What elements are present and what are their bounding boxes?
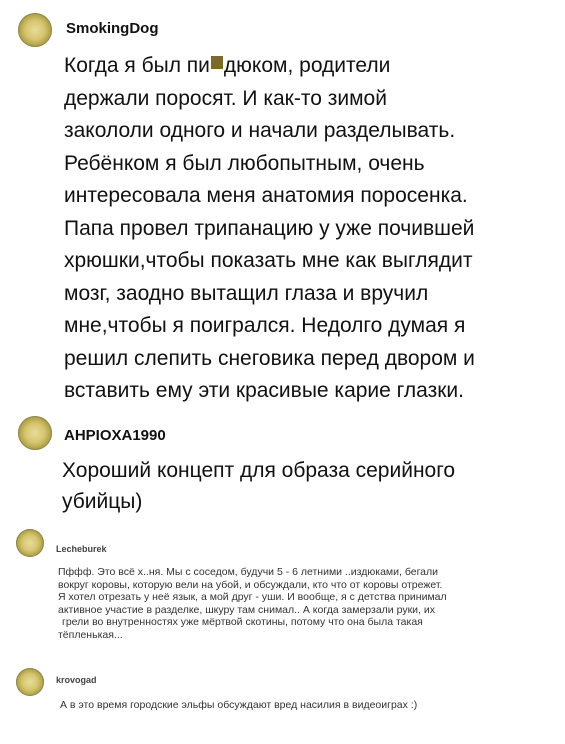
comment-author[interactable]: AHPIOXA1990: [64, 427, 166, 444]
comment-line: вставить ему эти красивые карие глазки.: [64, 379, 464, 402]
comment-line: Ребёнком я был любопытным, очень: [64, 151, 425, 175]
avatar-icon[interactable]: [16, 668, 44, 696]
comment-line: мне,чтобы я поигрался. Недолго думая я: [64, 314, 466, 337]
comment-line: хрюшки,чтобы показать мне как выглядит: [64, 249, 473, 272]
comment-line: вокруг коровы, которую вели на убой, и обсуждали, кто что от коровы отрежет.: [58, 578, 443, 591]
avatar-icon[interactable]: [18, 13, 52, 47]
comment-line: А в это время городские эльфы обсуждают вред насилия в видеоиграх :): [60, 699, 418, 711]
comment-author[interactable]: SmokingDog: [66, 20, 159, 37]
comment-line: Пффф. Это всё х..ня. Мы с соседом, будучи 5 - 6 летними ..издюками, бегали: [58, 566, 438, 578]
comment-author[interactable]: krovogad: [56, 675, 97, 685]
comment-line: убийцы): [62, 490, 143, 513]
comment-body: [64, 50, 554, 408]
comment-line: мозг, заодно вытащил глаза и вручил: [64, 281, 429, 305]
comment-line: Когда я был пи дюком, родители: [64, 54, 391, 77]
comment-line: решил слепить снеговика перед двором и: [64, 346, 475, 370]
comment-line: Хороший концепт для образа серийного: [62, 459, 456, 482]
comment-body: [58, 566, 558, 642]
comment-line: держали поросят. И как-то зимой: [64, 86, 387, 110]
comment-line: Папа провел трипанацию у уже почившей: [64, 216, 475, 240]
comment-line: активное участие в разделке, шкуру там снимал.. А когда замерзали руки, их: [58, 603, 435, 616]
comment-body: [60, 699, 560, 712]
comment-author[interactable]: Lecheburek: [56, 544, 107, 554]
avatar-icon[interactable]: [16, 529, 44, 557]
comment-body: [62, 455, 542, 517]
comment-line: Я хотел отрезать у неё язык, а мой друг - уши. И вообще, я с детства принимал: [58, 591, 447, 604]
comment-line: тёпленькая...: [58, 628, 123, 641]
censor-block-icon: [211, 56, 223, 69]
comment-line: закололи одного и начали разделывать.: [64, 119, 456, 142]
avatar-icon[interactable]: [18, 416, 52, 450]
comment-line: интересовала меня анатомия поросенка.: [64, 184, 468, 207]
comment-line: грели во внутренностях уже мёртвой скотины, потому что она была такая: [62, 616, 423, 629]
